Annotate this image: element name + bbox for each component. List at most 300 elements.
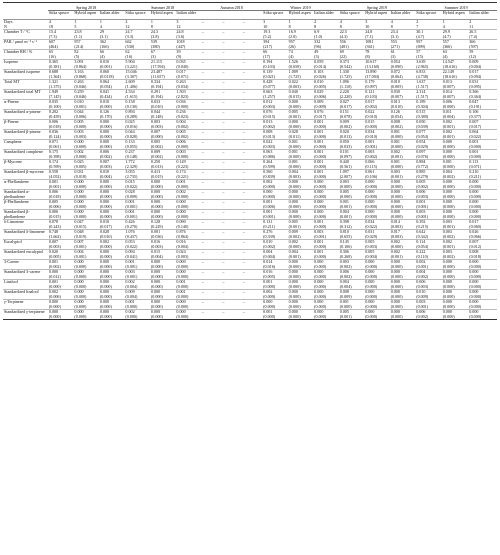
table-cell: – bbox=[242, 150, 262, 160]
table-cell: – bbox=[221, 140, 241, 150]
table-row bbox=[3, 70, 497, 80]
table-cell: – bbox=[242, 130, 262, 140]
table-cell: 0.106 (0.377) bbox=[468, 110, 497, 120]
table-cell: 0.101 (0.097) bbox=[339, 150, 365, 160]
table-cell: – bbox=[201, 200, 221, 210]
table-cell: 0.003 (0.000) bbox=[339, 180, 365, 190]
table-cell: 0.004 (0.002) bbox=[175, 120, 201, 130]
table-cell: 0.015 (0.004) bbox=[150, 250, 176, 260]
season-header-row bbox=[3, 3, 497, 11]
table-cell: 0.007 (0.012) bbox=[468, 240, 497, 250]
table-cell: 1.096 (1.110) bbox=[339, 80, 365, 90]
table-cell: 1 8 bbox=[288, 20, 314, 30]
table-cell: 0.000 (0.000) bbox=[390, 180, 416, 190]
season-header: Autumn 2018 bbox=[201, 3, 262, 11]
table-cell: 6.9 (1.0) bbox=[313, 30, 339, 40]
table-cell: 0.000 (0.000) bbox=[390, 210, 416, 220]
table-cell: 0.036 (0.000) bbox=[175, 100, 201, 110]
table-cell: 0.028 (0.009) bbox=[124, 190, 150, 200]
table-cell: 1.772 (2.329) bbox=[124, 160, 150, 170]
table-cell: – bbox=[221, 170, 241, 180]
table-cell: 0.050 (0.039) bbox=[415, 120, 442, 130]
table-cell: 69 (22) bbox=[339, 50, 365, 60]
table-cell: – bbox=[201, 50, 221, 60]
table-row bbox=[3, 20, 497, 30]
table-cell: 0.001 (0.000) bbox=[175, 290, 201, 300]
table-cell: 362 (166) bbox=[99, 40, 125, 50]
table-cell: 0.009 (0.004) bbox=[124, 290, 150, 300]
table-cell: 0.035 (0.100) bbox=[48, 100, 74, 110]
table-cell: 0.000 (0.000) bbox=[99, 270, 125, 280]
table-cell: 0.001 (0.002) bbox=[48, 260, 74, 270]
table-cell: 0.001 (0.001) bbox=[262, 210, 288, 220]
table-cell: 23.487 (11.657) bbox=[150, 70, 176, 80]
table-cell: – bbox=[221, 80, 241, 90]
table-cell: – bbox=[242, 240, 262, 250]
table-row bbox=[3, 50, 497, 60]
table-cell: 0.001 (0.000) bbox=[124, 300, 150, 310]
table-cell: 0.000 (0.000) bbox=[468, 180, 497, 190]
row-label: Standardised δ-limonene bbox=[3, 230, 48, 240]
table-cell: – bbox=[221, 310, 241, 320]
table-cell: 0.009 (0.002) bbox=[339, 120, 365, 130]
table-cell: 0.001 (0.000) bbox=[313, 250, 339, 260]
species-header: Sitka spruce bbox=[48, 11, 74, 20]
table-cell: 0.007 (0.000) bbox=[150, 130, 176, 140]
table-cell: 539 (380) bbox=[150, 40, 176, 50]
table-cell: 0.373 (0.542) bbox=[339, 60, 365, 70]
table-cell: 0.001 (0.000) bbox=[175, 280, 201, 290]
table-cell: 1081 (361) bbox=[364, 40, 390, 50]
table-cell: 0.000 (0.000) bbox=[364, 260, 390, 270]
table-cell: – bbox=[201, 140, 221, 150]
table-cell: 0.076 (0.017) bbox=[313, 110, 339, 120]
table-cell: – bbox=[201, 70, 221, 80]
table-cell: – bbox=[221, 280, 241, 290]
table-cell: 0.663 (1.257) bbox=[262, 90, 288, 100]
table-cell: 0.001 (0.001) bbox=[124, 260, 150, 270]
table-cell: 0.222 (0.110) bbox=[415, 250, 442, 260]
table-cell: 0.031 (0.095) bbox=[468, 80, 497, 90]
table-cell: 0.000 (0.000) bbox=[288, 280, 314, 290]
table-cell: 0.003 (0.001) bbox=[442, 220, 469, 230]
table-cell: 0.000 (0.000) bbox=[442, 280, 469, 290]
table-cell: 0.001 (0.000) bbox=[175, 180, 201, 190]
table-cell: 0.002 (0.000) bbox=[175, 190, 201, 200]
table-cell: 0.000 (0.000) bbox=[288, 180, 314, 190]
row-label: Standardised β-phellandrene bbox=[3, 210, 48, 220]
table-cell: 0.126 (0.054) bbox=[390, 110, 416, 120]
table-cell: – bbox=[201, 290, 221, 300]
table-cell: 30.1 (4.7) bbox=[415, 30, 442, 40]
table-cell: 0.001 (0.000) bbox=[313, 130, 339, 140]
table-cell: 0.000 (0.000) bbox=[150, 200, 176, 210]
table-cell: 0.398 (0.312) bbox=[339, 220, 365, 230]
table-cell: 0.334 (0.194) bbox=[150, 80, 176, 90]
table-row bbox=[3, 90, 497, 100]
table-cell: 0.001 (0.000) bbox=[313, 120, 339, 130]
table-row bbox=[3, 170, 497, 180]
table-cell: 0.007 (0.001) bbox=[73, 240, 99, 250]
table-cell: 49 (3) bbox=[313, 50, 339, 60]
table-cell: 0.078 (0.243) bbox=[48, 220, 74, 230]
table-cell: 24.7 (3.3) bbox=[124, 30, 150, 40]
table-cell: 0.003 (0.003) bbox=[73, 130, 99, 140]
species-header: Italian alder bbox=[468, 11, 497, 20]
table-cell: 0.097 (0.076) bbox=[415, 150, 442, 160]
table-cell: 0.035 (0.040) bbox=[175, 60, 201, 70]
table-cell: 0.558 (4.052) bbox=[48, 170, 74, 180]
table-cell: 0.060 (0.0118) bbox=[99, 70, 125, 80]
table-cell: 2 12 bbox=[124, 20, 150, 30]
table-cell: 556 (481) bbox=[339, 40, 365, 50]
row-label: Standardised 3-carene bbox=[3, 270, 48, 280]
table-cell: 0.000 (0.000) bbox=[175, 270, 201, 280]
table-cell: 0.000 (0.000) bbox=[390, 260, 416, 270]
table-cell: 0.131 (0.211) bbox=[262, 220, 288, 230]
table-cell: – bbox=[201, 100, 221, 110]
table-cell: 0.000 (0.000) bbox=[468, 310, 497, 320]
table-cell: 332 (96) bbox=[313, 40, 339, 50]
table-cell: – bbox=[221, 230, 241, 240]
table-cell: 0.005 (0.001) bbox=[288, 110, 314, 120]
table-cell: 24.8 (3.6) bbox=[175, 30, 201, 40]
table-cell: 0.009 (0.009) bbox=[313, 100, 339, 110]
table-cell: 0.003 (0.002) bbox=[442, 230, 469, 240]
table-cell: 0.000 (0.000) bbox=[390, 200, 416, 210]
table-cell: 0.001 (0.000) bbox=[313, 240, 339, 250]
table-cell: 15.4 (7.3) bbox=[48, 30, 74, 40]
table-cell: 0.001 (0.000) bbox=[288, 150, 314, 160]
table-cell: 607 (464) bbox=[48, 40, 74, 50]
table-cell: 0.003 (0.002) bbox=[364, 150, 390, 160]
species-header: Sitka spruce bbox=[124, 11, 150, 20]
table-cell: 0.005 (0.001) bbox=[339, 310, 365, 320]
row-label: Total MT bbox=[3, 80, 48, 90]
table-cell: – bbox=[242, 230, 262, 240]
table-cell: 0.002 (0.001) bbox=[390, 150, 416, 160]
table-cell: 0.000 (0.000) bbox=[390, 310, 416, 320]
table-cell: 0.392 (0.215) bbox=[415, 220, 442, 230]
table-cell: 57 (15) bbox=[415, 50, 442, 60]
table-cell: 24.3 (3.8) bbox=[150, 30, 176, 40]
table-cell: 22.5 (4.3) bbox=[339, 30, 365, 40]
table-cell: 0.031 (0.018) bbox=[73, 170, 99, 180]
table-cell: 15.046 (3.307) bbox=[124, 70, 150, 80]
table-cell: 0.000 (0.000) bbox=[390, 280, 416, 290]
table-cell: 0.000 (0.000) bbox=[313, 310, 339, 320]
table-cell: 0.000 (0.000) bbox=[364, 300, 390, 310]
table-cell: 0.145 (0.106) bbox=[339, 240, 365, 250]
table-cell: 0.047 (0.015) bbox=[73, 220, 99, 230]
table-cell: 0.002 (0.000) bbox=[390, 240, 416, 250]
table-cell: 0.139 (0.021) bbox=[262, 70, 288, 80]
row-label: Standardised camphene bbox=[3, 150, 48, 160]
species-header bbox=[242, 11, 262, 20]
species-header bbox=[221, 11, 241, 20]
row-label: γ-Terpinene bbox=[3, 300, 48, 310]
row-label: PAR / μmol m⁻² s⁻¹ bbox=[3, 40, 48, 50]
table-cell: 0.006 (0.015) bbox=[48, 210, 74, 220]
table-cell: 0.000 (0.000) bbox=[99, 260, 125, 270]
table-cell: – bbox=[201, 150, 221, 160]
table-cell: 0.002 (0.004) bbox=[124, 280, 150, 290]
table-row bbox=[3, 120, 497, 130]
table-cell: 0.017 (0.094) bbox=[468, 70, 497, 80]
table-cell: 0.133 (0.055) bbox=[124, 140, 150, 150]
table-cell: 0.000 (0.012) bbox=[48, 270, 74, 280]
table-cell: 0.008 (0.009) bbox=[339, 290, 365, 300]
table-cell: 2.314 (1.517) bbox=[415, 90, 442, 100]
table-cell: 0.010 (0.001) bbox=[73, 100, 99, 110]
table-cell: – bbox=[242, 100, 262, 110]
table-cell: 0.000 (0.000) bbox=[390, 270, 416, 280]
table-cell: 0.000 (0.000) bbox=[364, 210, 390, 220]
table-cell: 0.016 (0.004) bbox=[175, 240, 201, 250]
table-cell: 1018 (447) bbox=[175, 40, 201, 50]
table-cell: – bbox=[242, 220, 262, 230]
table-cell: 0.000 (0.000) bbox=[364, 310, 390, 320]
table-cell: – bbox=[221, 100, 241, 110]
table-cell: 5.904 (3.221) bbox=[124, 60, 150, 70]
table-cell: 0.040 (0.015) bbox=[288, 90, 314, 100]
table-cell: – bbox=[201, 260, 221, 270]
table-cell: 0.010 (0.017) bbox=[99, 220, 125, 230]
table-cell: 29 (3.1) bbox=[99, 30, 125, 40]
table-cell: 0.000 (0.000) bbox=[175, 260, 201, 270]
table-cell: 6.833 (4.738) bbox=[415, 70, 442, 80]
table-cell: 0.000 (0.000) bbox=[442, 300, 469, 310]
table-cell: – bbox=[201, 220, 221, 230]
table-cell: 0.189 (0.304) bbox=[415, 100, 442, 110]
table-cell: 0.002 (0.000) bbox=[73, 150, 99, 160]
table-cell: 0.000 (0.000) bbox=[288, 310, 314, 320]
table-cell: – bbox=[201, 250, 221, 260]
table-cell: 0.000 (0.000) bbox=[313, 200, 339, 210]
table-cell: 0.006 (0.018) bbox=[48, 120, 74, 130]
table-cell: 2.220 (2.220) bbox=[339, 90, 365, 100]
table-cell: 0.000 (0.000) bbox=[150, 270, 176, 280]
table-cell: 0.081 (0.036) bbox=[150, 230, 176, 240]
table-cell: 0.002 (0.001) bbox=[442, 240, 469, 250]
table-cell: – bbox=[201, 310, 221, 320]
table-cell: 1.330 (1.725) bbox=[339, 70, 365, 80]
row-label: Standardised eucalyptol bbox=[3, 250, 48, 260]
table-cell: 0.194 (0.103) bbox=[262, 60, 288, 70]
table-cell: – bbox=[221, 60, 241, 70]
table-cell: 0.033 (0.010) bbox=[150, 100, 176, 110]
table-cell: 0.005 (0.004) bbox=[364, 250, 390, 260]
table-cell: 0.000 (0.000) bbox=[468, 270, 497, 280]
table-cell: 0.884 (0.772) bbox=[415, 160, 442, 170]
table-cell: – bbox=[221, 190, 241, 200]
table-cell: 0.000 (0.000) bbox=[73, 290, 99, 300]
table-cell: 0.006 (0.003) bbox=[415, 190, 442, 200]
table-cell: – bbox=[242, 140, 262, 150]
table-cell: 0.028 (0.010) bbox=[99, 230, 125, 240]
table-cell: – bbox=[221, 20, 241, 30]
table-cell: 0.876 (0.864) bbox=[175, 230, 201, 240]
table-cell: 29.9 (4.7) bbox=[442, 30, 469, 40]
table-cell: 0.001 (0.000) bbox=[339, 300, 365, 310]
table-cell: 0.076 (0.015) bbox=[262, 110, 288, 120]
table-cell: 0.044 (0.148) bbox=[150, 110, 176, 120]
table-cell: 0.003 (0.001) bbox=[415, 210, 442, 220]
table-cell: 0.202 (0.459) bbox=[48, 110, 74, 120]
table-row bbox=[3, 110, 497, 120]
table-cell: 0.000 (0.000) bbox=[73, 200, 99, 210]
table-cell: – bbox=[242, 70, 262, 80]
table-row bbox=[3, 30, 497, 40]
table-cell: 0.000 (0.000) bbox=[175, 210, 201, 220]
table-cell: – bbox=[221, 50, 241, 60]
table-cell: 0.004 (0.001) bbox=[339, 210, 365, 220]
table-cell: 0.210 (0.211) bbox=[468, 170, 497, 180]
table-cell: 0.000 (0.000) bbox=[442, 190, 469, 200]
row-label: Days N bbox=[3, 20, 48, 30]
table-cell: – bbox=[242, 110, 262, 120]
table-cell: – bbox=[201, 240, 221, 250]
table-cell: 0.000 (0.000) bbox=[313, 280, 339, 290]
table-cell: 0.030 (0.007) bbox=[390, 90, 416, 100]
table-cell: 67 (3) bbox=[150, 50, 176, 60]
table-cell: 0.000 (0.000) bbox=[364, 270, 390, 280]
table-cell: 0.001 (0.000) bbox=[48, 280, 74, 290]
table-cell: 0.010 (0.004) bbox=[99, 170, 125, 180]
row-label: Standardised α-pinene bbox=[3, 110, 48, 120]
table-cell: 0.440 (0.561) bbox=[339, 160, 365, 170]
table-cell: 0.263 (0.046) bbox=[73, 80, 99, 90]
table-row bbox=[3, 210, 497, 220]
table-cell: 0.017 (0.003) bbox=[390, 230, 416, 240]
species-header: Sitka spruce bbox=[262, 11, 288, 20]
table-cell: 0.000 (0.000) bbox=[150, 290, 176, 300]
table-cell: 0.016 (0.003) bbox=[150, 240, 176, 250]
row-label: Isoprene bbox=[3, 60, 48, 70]
table-cell: 0.000 (0.000) bbox=[73, 190, 99, 200]
table-cell: – bbox=[201, 130, 221, 140]
table-cell: 22.149 (18.616) bbox=[442, 70, 469, 80]
table-cell: 0.000 (0.000) bbox=[73, 300, 99, 310]
table-cell: 4 18 bbox=[48, 20, 74, 30]
table-cell: 1 8 bbox=[150, 20, 176, 30]
table-cell: 0.077 (0.054) bbox=[415, 130, 442, 140]
table-row bbox=[3, 80, 497, 90]
row-label: Linalool bbox=[3, 280, 48, 290]
table-cell: 0.114 (0.054) bbox=[415, 240, 442, 250]
table-cell: 0.810 (0.655) bbox=[339, 230, 365, 240]
table-cell: 0.009 (0.002) bbox=[288, 230, 314, 240]
table-row bbox=[3, 180, 497, 190]
table-cell: 0.002 (0.000) bbox=[288, 240, 314, 250]
row-label: Camphene bbox=[3, 140, 48, 150]
table-cell: 26.5 (7.4) bbox=[468, 30, 497, 40]
table-cell: 0.001 (0.000) bbox=[468, 150, 497, 160]
table-cell: 0.000 (0.000) bbox=[442, 270, 469, 280]
table-cell: 0.000 (0.000) bbox=[468, 200, 497, 210]
table-cell: 0.002 (0.000) bbox=[262, 180, 288, 190]
table-cell: 0.250 (0.013) bbox=[150, 160, 176, 170]
table-cell: 0.000 (0.000) bbox=[468, 190, 497, 200]
table-cell: 0.000 (0.000) bbox=[313, 290, 339, 300]
table-cell: 0.149 (0.223) bbox=[175, 160, 201, 170]
table-cell: 0.001 (0.000) bbox=[313, 220, 339, 230]
table-cell: 0.017 (0.060) bbox=[468, 220, 497, 230]
species-header: Italian alder bbox=[175, 11, 201, 20]
table-cell: 0.094 (0.041) bbox=[124, 250, 150, 260]
table-cell: 0.022 (0.003) bbox=[288, 80, 314, 90]
table-cell: 0.003 (0.002) bbox=[339, 260, 365, 270]
table-cell: 0.000 (0.000) bbox=[99, 140, 125, 150]
row-label: α-Pinene bbox=[3, 100, 48, 110]
table-cell: 0.000 (0.000) bbox=[48, 300, 74, 310]
table-cell: 957 (214) bbox=[73, 40, 99, 50]
table-cell: 0.642 (0.342) bbox=[415, 230, 442, 240]
table-cell: 0.005 (0.002) bbox=[150, 140, 176, 150]
row-label: β-Phellandrene bbox=[3, 200, 48, 210]
table-cell: 0.158 (0.130) bbox=[124, 100, 150, 110]
table-cell: 0.003 (0.002) bbox=[442, 250, 469, 260]
table-cell: 0.000 (0.000) bbox=[99, 310, 125, 320]
table-cell: – bbox=[221, 70, 241, 80]
table-cell: 3.639 (2.965) bbox=[415, 60, 442, 70]
table-cell: 0.008 (0.013) bbox=[262, 130, 288, 140]
row-label: Standardised β-myrcene bbox=[3, 170, 48, 180]
table-cell: 66 (4) bbox=[99, 50, 125, 60]
table-cell: 39 (9) bbox=[175, 50, 201, 60]
table-cell: 0.001 (0.000) bbox=[262, 310, 288, 320]
table-cell: 0.000 (0.000) bbox=[99, 250, 125, 260]
table-cell: 0.128 (0.229) bbox=[150, 220, 176, 230]
table-cell: 0.001 (0.000) bbox=[468, 140, 497, 150]
table-cell: 0.022 (0.003) bbox=[262, 140, 288, 150]
table-cell: 0.000 (0.000) bbox=[468, 210, 497, 220]
table-cell: 0.064 (0.054) bbox=[99, 80, 125, 90]
table-cell: – bbox=[242, 30, 262, 40]
row-label: Standardised total MT bbox=[3, 90, 48, 100]
table-cell: 0.006 (0.000) bbox=[442, 100, 469, 110]
table-cell: 0.174 (0.221) bbox=[175, 170, 201, 180]
table-cell: 0.291 (0.194) bbox=[150, 90, 176, 100]
table-cell: 0.031 (0.029) bbox=[364, 230, 390, 240]
table-cell: 0.000 (0.000) bbox=[150, 310, 176, 320]
table-cell: 0.004 (0.001) bbox=[288, 250, 314, 260]
table-row bbox=[3, 40, 497, 50]
table-cell: 0.000 (0.000) bbox=[73, 270, 99, 280]
table-cell: – bbox=[242, 60, 262, 70]
table-cell: – bbox=[201, 230, 221, 240]
table-cell: 0.006 (0.003) bbox=[415, 280, 442, 290]
table-cell: 24.8 (7.1) bbox=[364, 30, 390, 40]
table-cell: 74 (4) bbox=[288, 50, 314, 60]
table-cell: 0.000 (0.000) bbox=[262, 300, 288, 310]
table-cell: 0.047 (0.191) bbox=[468, 100, 497, 110]
table-cell: 0.263 (0.034) bbox=[175, 80, 201, 90]
table-cell: – bbox=[221, 30, 241, 40]
table-cell: 0.000 (0.000) bbox=[313, 180, 339, 190]
table-cell: 0.000 (0.000) bbox=[288, 120, 314, 130]
table-row bbox=[3, 190, 497, 200]
table-cell: 0.000 (0.000) bbox=[364, 190, 390, 200]
table-cell: 0.009 (0.002) bbox=[150, 150, 176, 160]
table-cell: 0.000 (0.000) bbox=[150, 190, 176, 200]
table-cell: – bbox=[201, 60, 221, 70]
table-cell: 0.000 (0.000) bbox=[288, 300, 314, 310]
table-cell: 0.426 (0.270) bbox=[124, 220, 150, 230]
table-cell: 0.151 (0.078) bbox=[339, 110, 365, 120]
table-cell: – bbox=[201, 90, 221, 100]
table-cell: 0.000 (0.000) bbox=[73, 210, 99, 220]
